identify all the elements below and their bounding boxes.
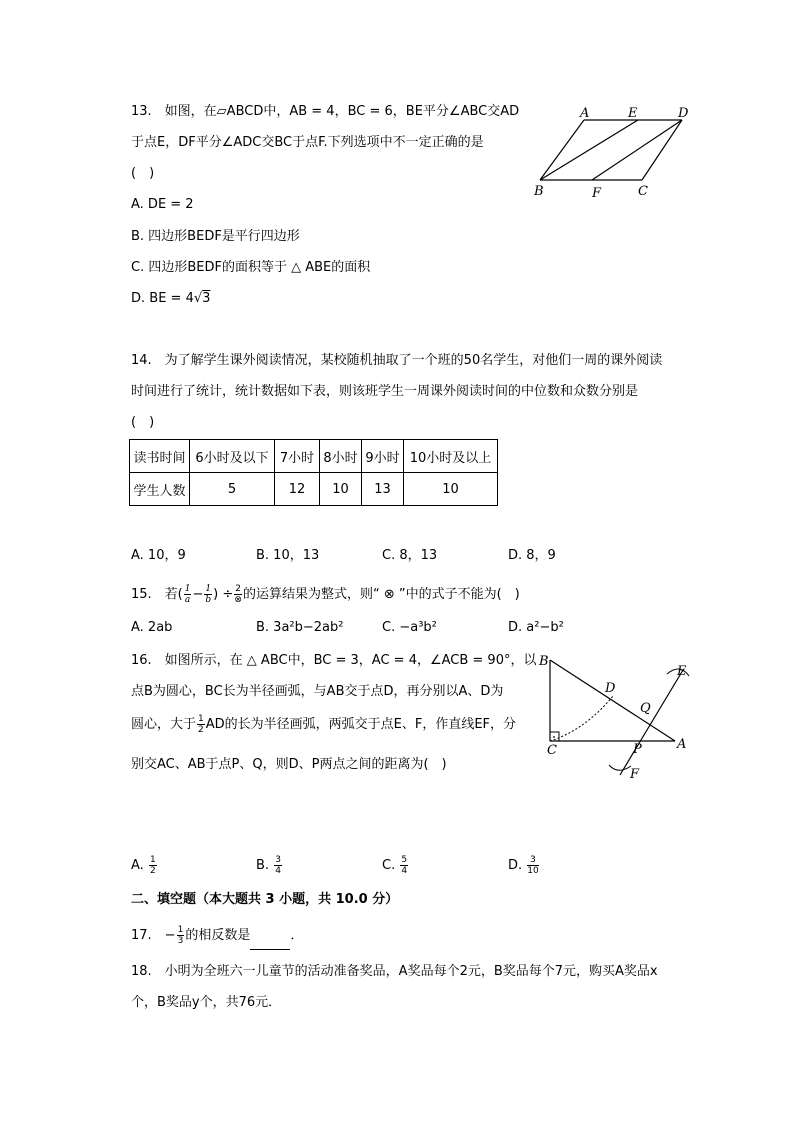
q16-option-b[interactable] [256, 852, 283, 880]
q13-option-d-text: D. BE = 4 [131, 291, 194, 306]
table-cell: 读书时间 [130, 440, 190, 473]
table-cell: 10 [404, 473, 498, 506]
table-cell: 5 [190, 473, 275, 506]
fraction: $\frac{3}{10}$ [527, 855, 539, 876]
q16-line3-pre: 圆心，大于 [131, 717, 197, 732]
label-e: E [628, 106, 638, 121]
q13-option-b[interactable]: B. 四边形BEDF是平行四边形 [131, 229, 300, 244]
q17-suffix: 的相反数是 [185, 928, 251, 943]
q16-line3 [131, 712, 516, 738]
q14-option-d[interactable]: D. 8，9 [508, 548, 556, 563]
label-a: A [580, 106, 590, 121]
q16-triangle-figure [535, 650, 700, 785]
q15-option-c[interactable]: C. −a³b² [382, 620, 437, 635]
section-heading: 二、填空题（本大题共 3 小题，共 10.0 分） [131, 892, 399, 907]
q16-line1: 16. 如图所示，在 △ ABC中，BC = 3，AC = 4，∠ACB = 90°，以 [131, 653, 537, 668]
fraction: $\frac{5}{4}$ [401, 855, 408, 876]
q16-option-c[interactable] [382, 852, 409, 880]
label-b: B [534, 184, 544, 199]
table-cell: 9小时 [362, 440, 404, 473]
option-label: A. [131, 858, 144, 873]
label-d: D [605, 681, 616, 696]
q16-line2: 点B为圆心，BC长为半径画弧，与AB交于点D，再分别以A、D为 [131, 684, 504, 699]
q16-option-a[interactable] [131, 852, 158, 880]
q15-suffix: 的运算结果为整式，则“ ⊗ ”中的式子不能为( ) [242, 587, 520, 602]
q13-option-c[interactable]: C. 四边形BEDF的面积等于 △ ABE的面积 [131, 260, 371, 275]
q13-line2: 于点E，DF平分∠ADC交BC于点F.下列选项中不一定正确的是 [131, 135, 484, 150]
table-cell: 学生人数 [130, 473, 190, 506]
table-cell: 10小时及以上 [404, 440, 498, 473]
table-cell: 12 [275, 473, 320, 506]
fraction: $\frac{3}{4}$ [275, 855, 281, 876]
label-f: F [630, 767, 640, 782]
q14-paren: ( ) [131, 415, 155, 430]
table-cell: 7小时 [275, 440, 320, 473]
q14-option-b[interactable]: B. 10，13 [256, 548, 320, 563]
q17-prefix: 17. − [131, 928, 176, 943]
q16-option-d[interactable] [508, 852, 540, 880]
q15-option-a[interactable]: A. 2ab [131, 620, 173, 635]
table-cell: 8小时 [320, 440, 362, 473]
option-label: B. [256, 858, 270, 873]
q14-line1: 14. 为了解学生课外阅读情况，某校随机抽取了一个班的50名学生，对他们一周的课外阅读 [131, 353, 663, 368]
q13-parallelogram-figure [530, 100, 700, 205]
q15-mid: ) ÷ [213, 587, 234, 602]
q15-option-d[interactable]: D. a²−b² [508, 620, 564, 635]
table-cell: 13 [362, 473, 404, 506]
fraction: $\frac{1}{a}$ [184, 584, 191, 605]
q15-option-b[interactable]: B. 3a²b−2ab² [256, 620, 344, 635]
q13-paren: ( ) [131, 166, 155, 181]
fraction: $\frac{1}{b}$ [205, 584, 212, 605]
answer-blank[interactable] [250, 935, 290, 950]
table-row [130, 473, 498, 506]
q18-line2: 个，B奖品y个，共76元． [131, 995, 282, 1010]
q16-line3-post: AD的长为半径画弧，两弧交于点E、F，作直线EF，分 [205, 717, 517, 732]
sqrt-sign: √ [193, 291, 203, 306]
label-a: A [677, 737, 687, 752]
table-cell: 10 [320, 473, 362, 506]
minus-sign: − [192, 587, 204, 602]
label-p: P [633, 742, 642, 757]
q13-option-a[interactable]: A. DE = 2 [131, 197, 194, 212]
q15-prefix: 15. 若( [131, 587, 183, 602]
fraction: $\frac{1}{2}$ [198, 714, 204, 735]
option-label: D. [508, 858, 523, 873]
q16-line4: 别交AC、AB于点P、Q，则D、P两点之间的距离为( ) [131, 757, 447, 772]
label-c: C [638, 184, 648, 199]
q14-line2: 时间进行了统计，统计数据如下表，则该班学生一周课外阅读时间的中位数和众数分别是 [131, 384, 639, 399]
sqrt-radicand: 3 [202, 291, 211, 306]
q14-option-a[interactable]: A. 10，9 [131, 548, 186, 563]
label-b: B [539, 654, 549, 669]
reading-time-table [129, 439, 498, 506]
fraction: $\frac{2}{\otimes}$ [234, 584, 242, 605]
table-row [130, 440, 498, 473]
q13-option-d[interactable] [131, 289, 210, 309]
q14-option-c[interactable]: C. 8，13 [382, 548, 438, 563]
label-e: E [677, 664, 687, 679]
q15-stem [131, 582, 520, 608]
q17-end: ． [290, 928, 304, 943]
table-cell: 6小时及以下 [190, 440, 275, 473]
label-f: F [592, 186, 602, 201]
label-d: D [678, 106, 689, 121]
fraction: $\frac{1}{2}$ [149, 855, 156, 876]
label-q: Q [640, 701, 651, 716]
q13-line1: 13. 如图，在▱ABCD中，AB = 4，BC = 6，BE平分∠ABC交AD [131, 104, 520, 119]
q18-line1: 18. 小明为全班六一儿童节的活动准备奖品，A奖品每个2元，B奖品每个7元，购买A奖品x [131, 964, 658, 979]
q17-stem [131, 922, 303, 950]
label-c: C [547, 743, 557, 758]
option-label: C. [382, 858, 396, 873]
fraction: $\frac{1}{3}$ [177, 925, 184, 946]
